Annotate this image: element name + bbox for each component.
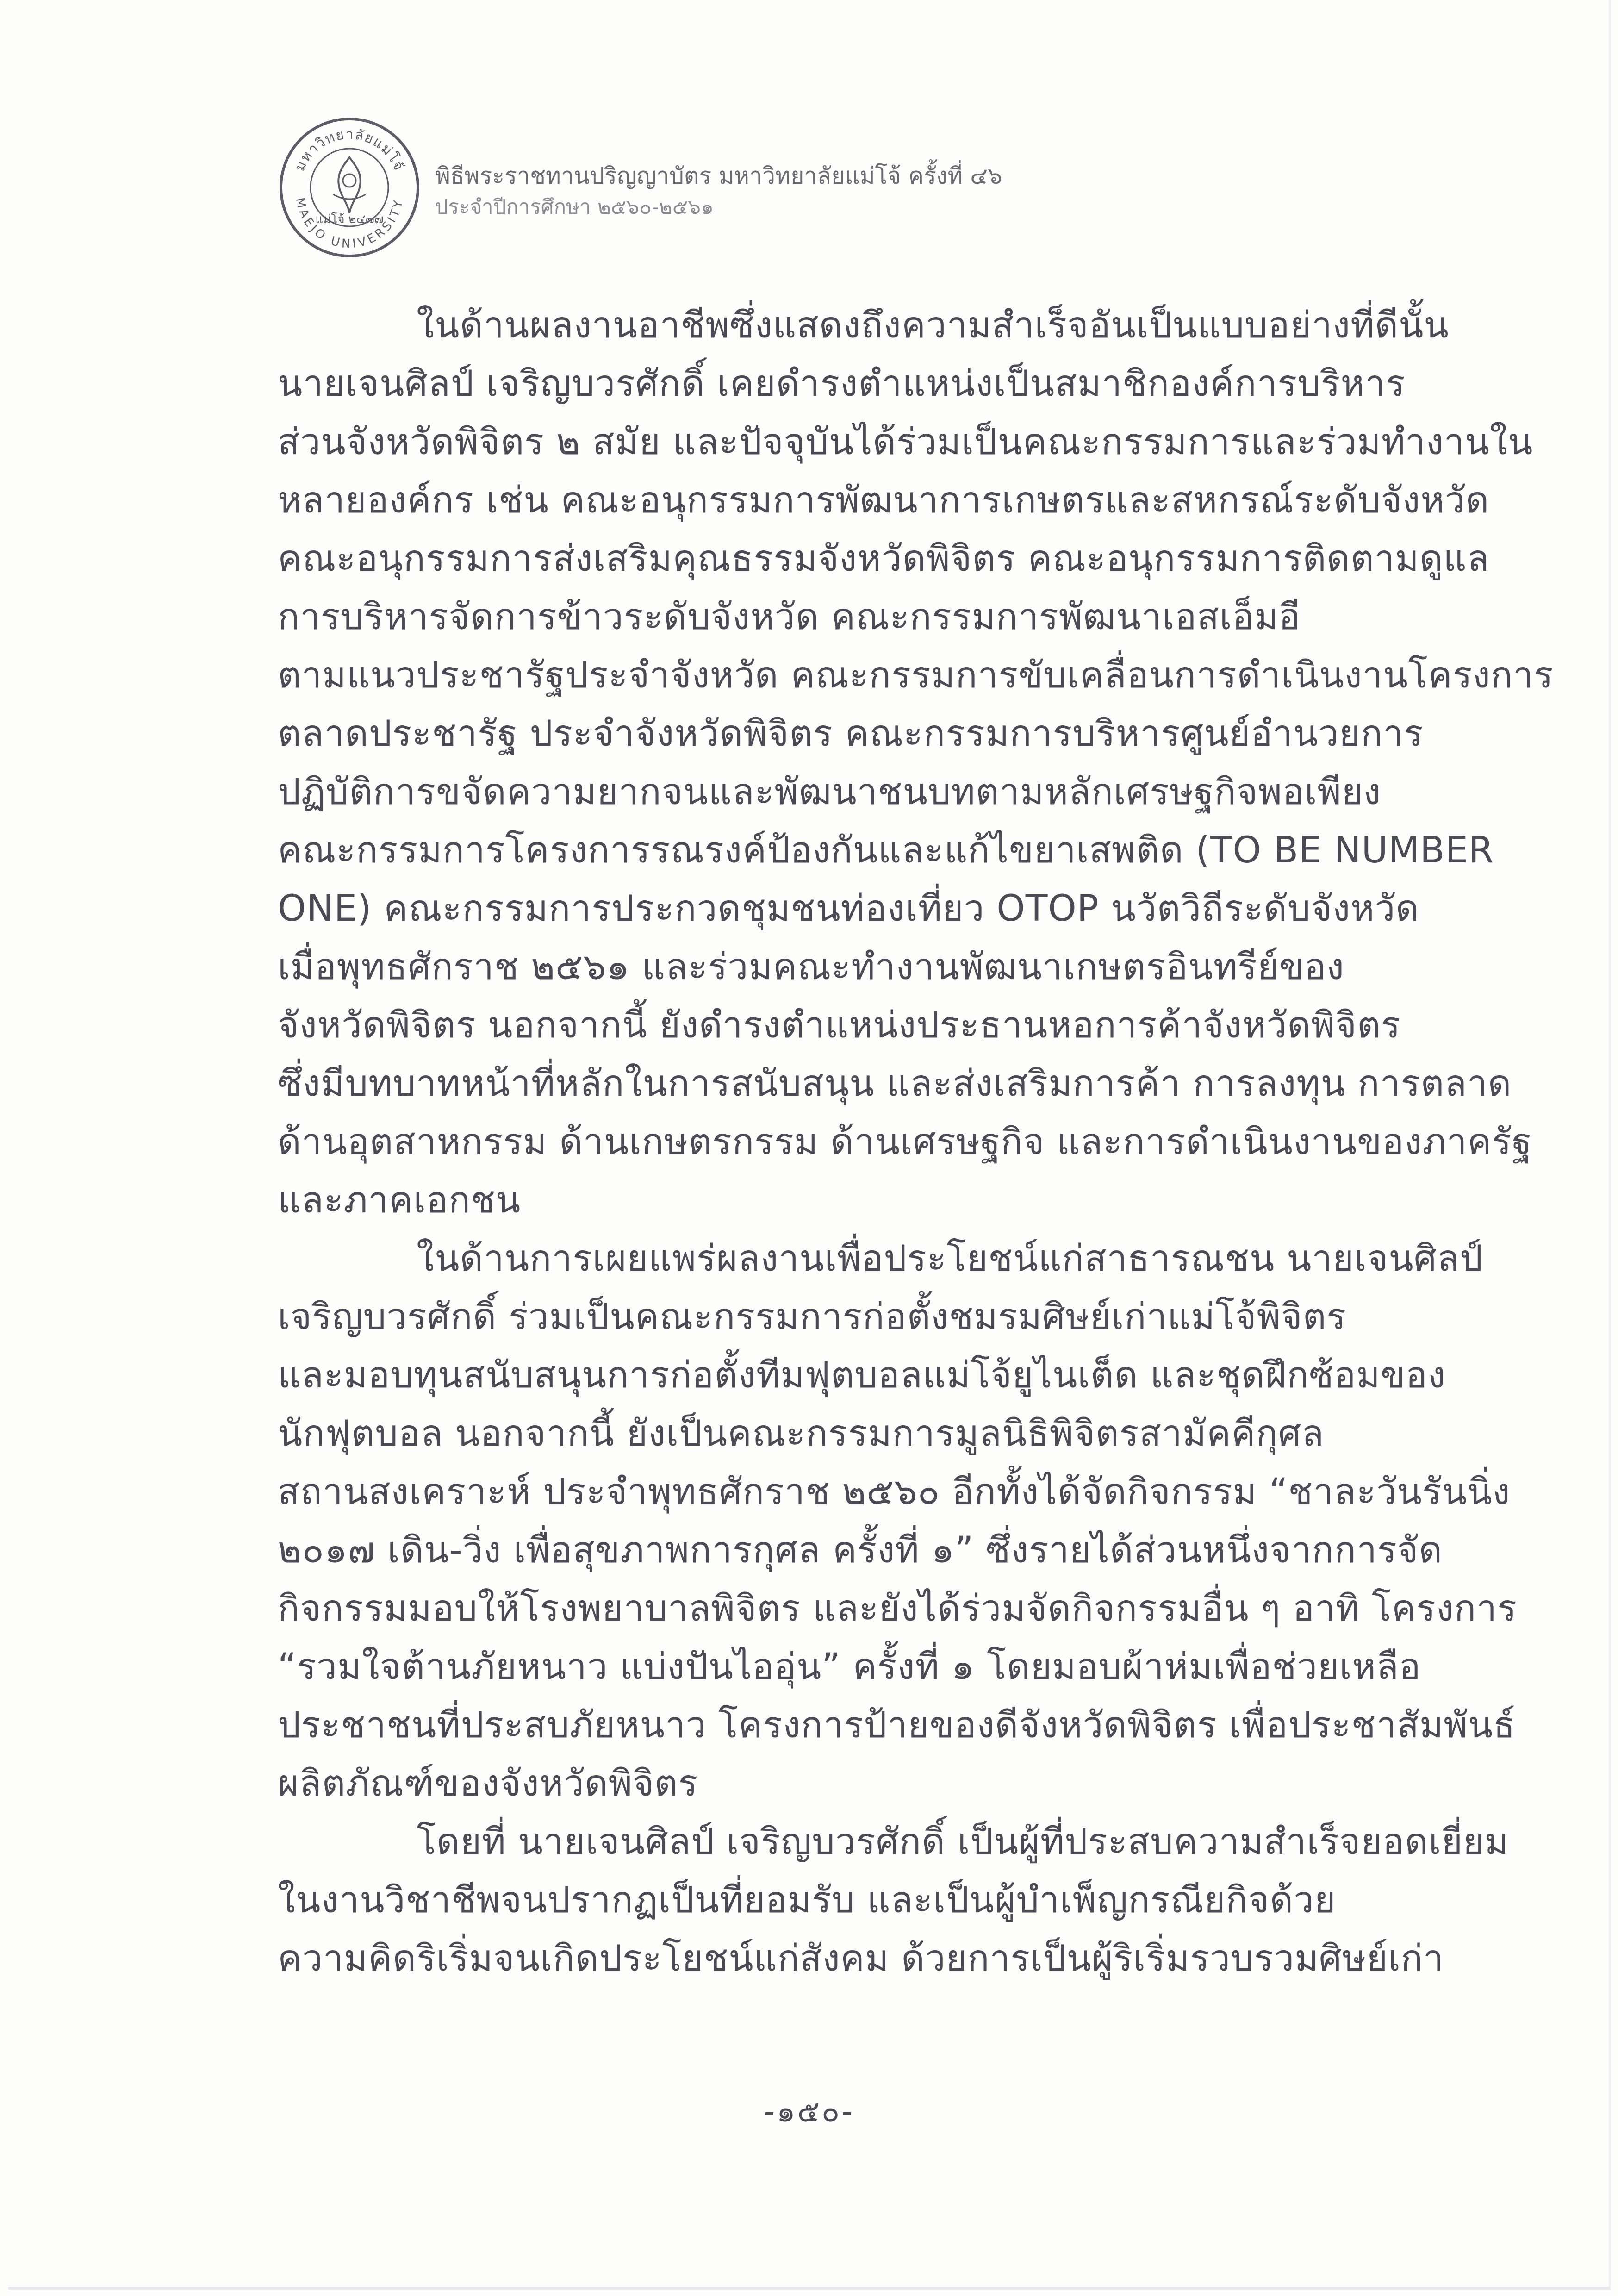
body-line: ประชาชนที่ประสบภัยหนาว โครงการป้ายของดีจังหวัดพิจิตร เพื่อประชาสัมพันธ์: [278, 1704, 1516, 1746]
body-line: ความคิดริเริ่มจนเกิดประโยชน์แก่สังคม ด้วยการเป็นผู้ริเริ่มรวบรวมศิษย์เก่า: [278, 1938, 1444, 1979]
body-line: ส่วนจังหวัดพิจิตร ๒ สมัย และปัจจุบันได้ร่วมเป็นคณะกรรมการและร่วมทำงานใน: [278, 421, 1533, 463]
body-line: เจริญบวรศักดิ์ ร่วมเป็นคณะกรรมการก่อตั้งชมรมศิษย์เก่าแม่โจ้พิจิตร: [278, 1296, 1347, 1338]
body-line: คณะกรรมการโครงการรณรงค์ป้องกันและแก้ไขยาเสพติด (TO BE NUMBER: [278, 830, 1494, 871]
body-line: สถานสงเคราะห์ ประจำพุทธศักราช ๒๕๖๐ อีกทั้งได้จัดกิจกรรม “ชาละวันรันนิ่ง: [278, 1471, 1511, 1513]
body-line: ตามแนวประชารัฐประจำจังหวัด คณะกรรมการขับเคลื่อนการดำเนินงานโครงการ: [278, 655, 1554, 696]
body-line: นายเจนศิลป์ เจริญบวรศักดิ์ เคยดำรงตำแหน่งเป็นสมาชิกองค์การบริหาร: [278, 363, 1406, 405]
document-header: [278, 116, 1388, 259]
body-line: ในด้านผลงานอาชีพซึ่งแสดงถึงความสำเร็จอันเป็นแบบอย่างที่ดีนั้น: [417, 305, 1449, 346]
body-line: เมื่อพุทธศักราช ๒๕๖๑ และร่วมคณะทำงานพัฒนาเกษตรอินทรีย์ของ: [278, 946, 1345, 988]
body-line: โดยที่ นายเจนศิลป์ เจริญบวรศักดิ์ เป็นผู้ที่ประสบความสำเร็จยอดเยี่ยม: [417, 1821, 1509, 1863]
body-line: และภาคเอกชน: [278, 1179, 521, 1221]
body-line: จังหวัดพิจิตร นอกจากนี้ ยังดำรงตำแหน่งประธานหอการค้าจังหวัดพิจิตร: [278, 1004, 1401, 1046]
document-body: [278, 296, 1554, 1988]
body-line: และมอบทุนสนับสนุนการก่อตั้งทีมฟุตบอลแม่โจ้ยูไนเต็ด และชุดฝึกซ้อมของ: [278, 1354, 1446, 1396]
university-seal-icon: [278, 116, 421, 259]
body-line: “รวมใจต้านภัยหนาว แบ่งปันไออุ่น” ครั้งที่ ๑ โดยมอบผ้าห่มเพื่อช่วยเหลือ: [278, 1646, 1421, 1688]
body-line: ปฏิบัติการขจัดความยากจนและพัฒนาชนบทตามหลักเศรษฐกิจพอเพียง: [278, 771, 1382, 813]
seal-text-top: มหาวิทยาลัยแม่โจ้: [292, 126, 407, 174]
body-line: หลายองค์กร เช่น คณะอนุกรรมการพัฒนาการเกษตรและสหกรณ์ระดับจังหวัด: [278, 480, 1490, 521]
page-number: -๑๕๐-: [764, 2095, 854, 2129]
body-line: ซึ่งมีบทบาทหน้าที่หลักในการสนับสนุน และส่งเสริมการค้า การลงทุน การตลาด: [278, 1063, 1512, 1104]
body-line: ในด้านการเผยแพร่ผลงานเพื่อประโยชน์แก่สาธารณชน นายเจนศิลป์: [417, 1238, 1483, 1279]
body-line: ตลาดประชารัฐ ประจำจังหวัดพิจิตร คณะกรรมการบริหารศูนย์อำนวยการ: [278, 713, 1424, 755]
body-line: ONE) คณะกรรมการประกวดชุมชนท่องเที่ยว OTOP นวัตวิถีระดับจังหวัด: [278, 888, 1420, 930]
body-line: ในงานวิชาชีพจนปรากฏเป็นที่ยอมรับ และเป็นผู้บำเพ็ญกรณียกิจด้วย: [278, 1879, 1336, 1921]
body-line: ผลิตภัณฑ์ของจังหวัดพิจิตร: [278, 1763, 698, 1804]
body-line: การบริหารจัดการข้าวระดับจังหวัด คณะกรรมการพัฒนาเอสเอ็มอี: [278, 596, 1301, 638]
academic-year: ประจำปีการศึกษา ๒๕๖๐-๒๕๖๑: [435, 195, 714, 219]
ceremony-title: พิธีพระราชทานปริญญาบัตร มหาวิทยาลัยแม่โจ้ ครั้งที่ ๔๖: [435, 162, 1002, 189]
seal-text-bottom: MAEJO UNIVERSITY: [292, 196, 406, 251]
body-line: นักฟุตบอล นอกจากนี้ ยังเป็นคณะกรรมการมูลนิธิพิจิตรสามัคคีกุศล: [278, 1413, 1325, 1454]
body-line: ๒๐๑๗ เดิน-วิ่ง เพื่อสุขภาพการกุศล ครั้งที่ ๑” ซึ่งรายได้ส่วนหนึ่งจากการจัด: [278, 1529, 1443, 1571]
body-line: กิจกรรมมอบให้โรงพยาบาลพิจิตร และยังได้ร่วมจัดกิจกรรมอื่น ๆ อาทิ โครงการ: [278, 1588, 1517, 1629]
seal-center-text: แม่โจ้ ๒๔๗๗: [315, 212, 384, 226]
body-line: คณะอนุกรรมการส่งเสริมคุณธรรมจังหวัดพิจิตร คณะอนุกรรมการติดตามดูแล: [278, 538, 1490, 580]
body-line: ด้านอุตสาหกรรม ด้านเกษตรกรรม ด้านเศรษฐกิจ และการดำเนินงานของภาครัฐ: [278, 1121, 1532, 1163]
